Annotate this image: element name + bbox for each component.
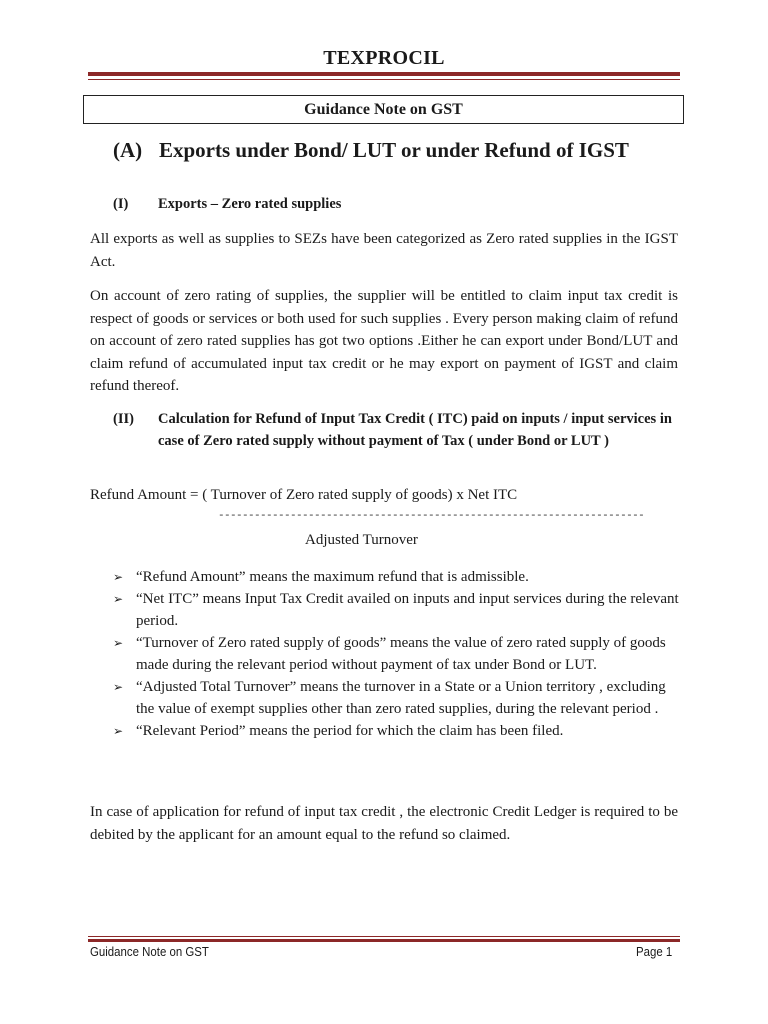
- header-rule: [88, 72, 680, 76]
- section-a-number: (A): [113, 138, 143, 162]
- footer-rule: [88, 939, 680, 942]
- formula-numerator: Refund Amount = ( Turnover of Zero rated supply of goods) x Net ITC: [90, 487, 518, 503]
- section-2-heading: [113, 409, 675, 452]
- arrow-bullet-icon: ➢: [113, 724, 124, 738]
- list-item: [113, 632, 679, 676]
- arrow-bullet-icon: ➢: [113, 570, 124, 584]
- arrow-bullet-icon: ➢: [113, 680, 124, 694]
- list-item-text: “Net ITC” means Input Tax Credit availed on inputs and input services during the relevant period.: [136, 591, 679, 629]
- paragraph-zero-rated: All exports as well as supplies to SEZs have been categorized as Zero rated supplies in the IGST Act.: [90, 231, 678, 270]
- section-1-heading: [113, 194, 673, 216]
- arrow-bullet-icon: ➢: [113, 636, 124, 650]
- list-item: [113, 720, 679, 742]
- section-2-title: Calculation for Refund of Input Tax Credit ( ITC) paid on inputs / input services in case of Zero rated supply without payment of Tax ( under Bond or LUT ): [158, 411, 672, 449]
- list-item-text: “Relevant Period” means the period for which the claim has been filed.: [136, 723, 564, 739]
- paragraph-credit-ledger: In case of application for refund of input tax credit , the electronic Credit Ledger is required to be debited by the applicant for an amount equal to the refund so claimed.: [90, 804, 678, 843]
- list-item-text: “Turnover of Zero rated supply of goods” means the value of zero rated supply of goods made during the relevant period without payment of tax under Bond or LUT.: [136, 635, 666, 673]
- formula-denominator: Adjusted Turnover: [305, 532, 418, 548]
- section-1-number: (I): [113, 196, 129, 212]
- section-a-heading: [113, 138, 629, 163]
- section-1-title: Exports – Zero rated supplies: [158, 196, 342, 212]
- section-a-title: Exports under Bond/ LUT or under Refund of IGST: [159, 138, 629, 162]
- list-item: [113, 676, 679, 720]
- formula-divider: -----------------------------------------------------------------------: [218, 510, 645, 522]
- header-title: TEXPROCIL: [323, 47, 445, 69]
- footer-page-number: Page 1: [636, 944, 673, 959]
- list-item-text: “Refund Amount” means the maximum refund that is admissible.: [136, 569, 529, 585]
- definitions-list: [113, 566, 679, 742]
- header-rule-thin: [88, 79, 680, 80]
- list-item: [113, 566, 679, 588]
- list-item-text: “Adjusted Total Turnover” means the turnover in a State or a Union territory , excluding the value of exempt supplies other than zero rated supplies, during the relevant period .: [136, 679, 666, 717]
- paragraph-zero-rating-options: On account of zero rating of supplies, the supplier will be entitled to claim input tax credit is respect of goods or services or both used for such supplies . Every person making claim of refund on account of zero rated supplies has got two options .Either he can export under Bond/LUT and claim refund of accumulated input tax credit or he may export on payment of IGST and claim refund thereof.: [90, 288, 678, 394]
- section-2-number: (II): [113, 411, 134, 427]
- footer-rule-thin: [88, 936, 680, 937]
- arrow-bullet-icon: ➢: [113, 592, 124, 606]
- footer-document-title: Guidance Note on GST: [90, 944, 209, 959]
- list-item: [113, 588, 679, 632]
- guidance-box-title: Guidance Note on GST: [83, 95, 684, 124]
